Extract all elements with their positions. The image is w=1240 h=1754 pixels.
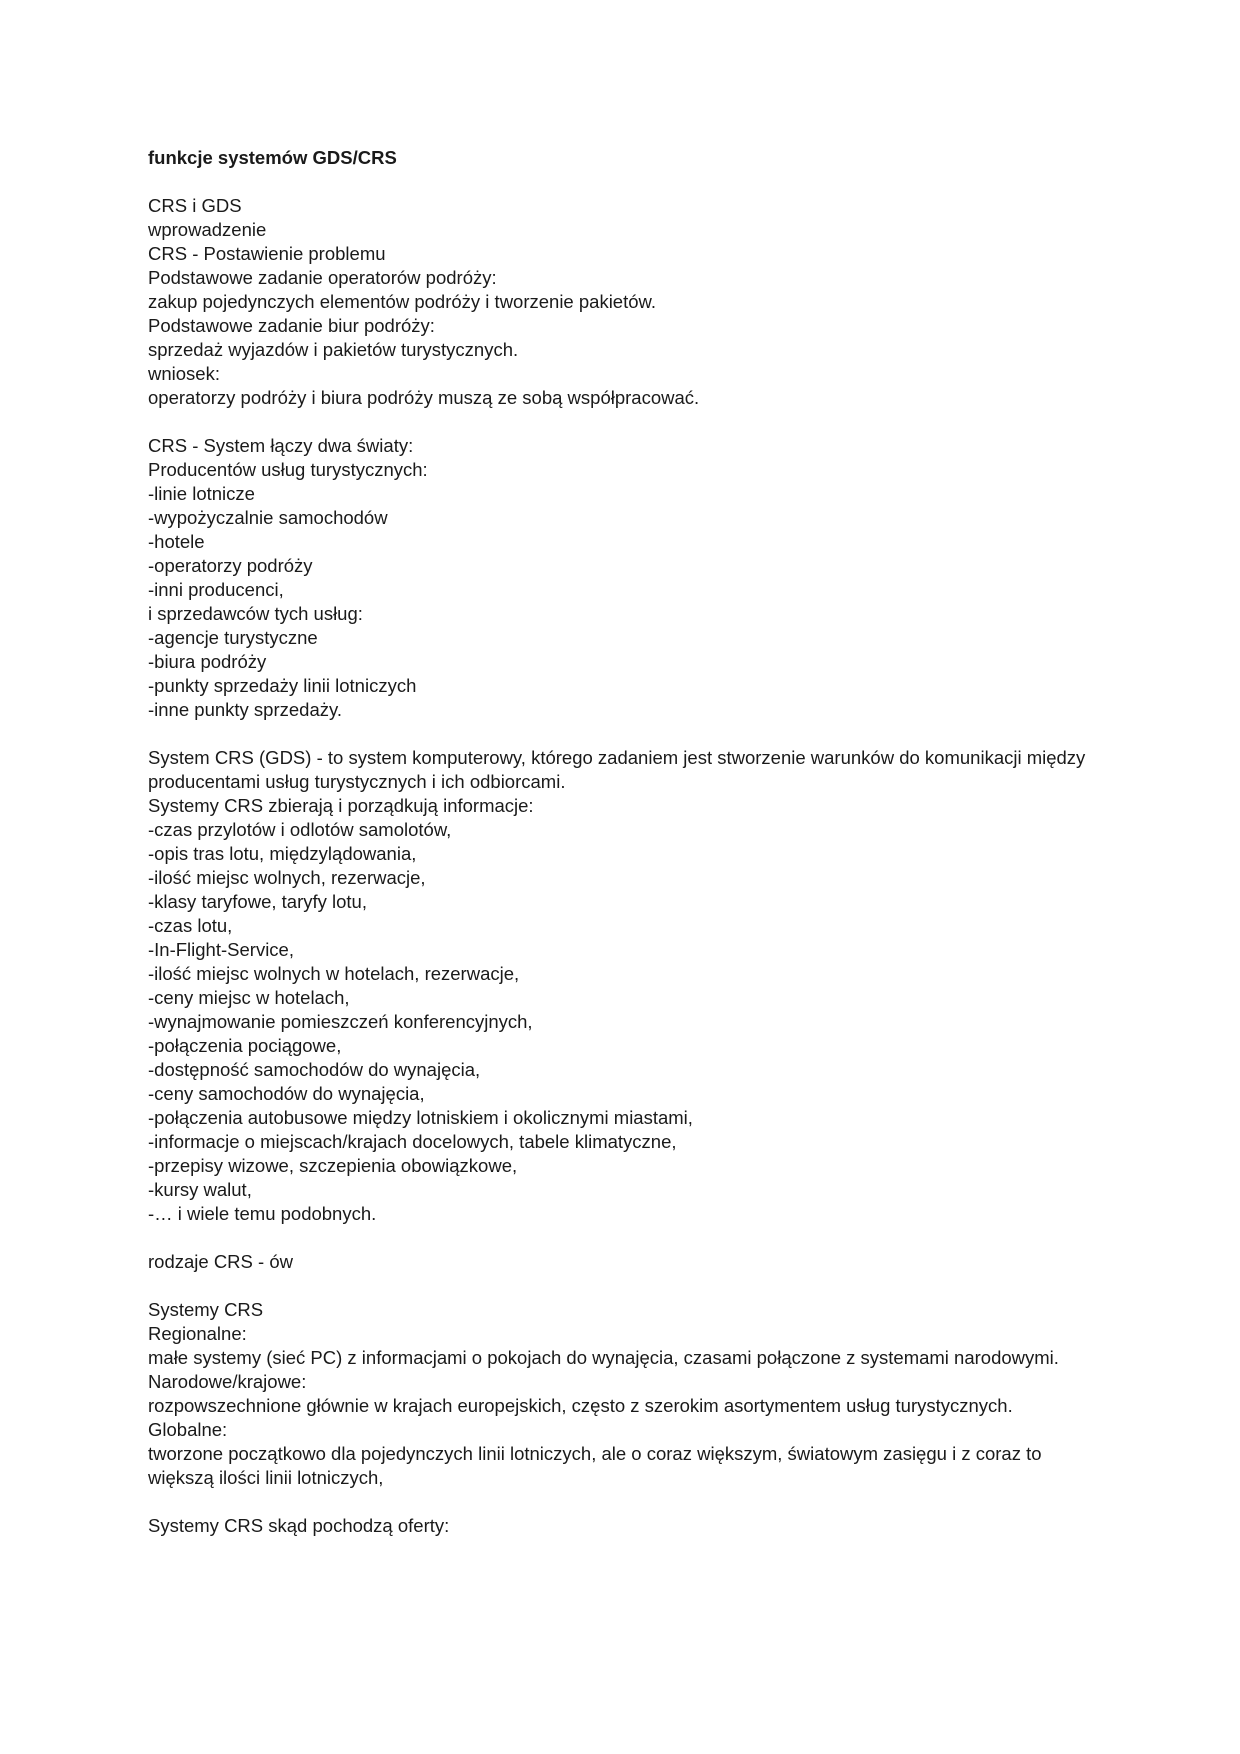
text-line: -czas przylotów i odlotów samolotów, [148, 819, 452, 840]
text-line: i sprzedawców tych usług: [148, 603, 363, 624]
text-line: -wypożyczalnie samochodów [148, 507, 388, 528]
text-line: -wynajmowanie pomieszczeń konferencyjnych, [148, 1011, 533, 1032]
text-line: -czas lotu, [148, 915, 233, 936]
text-line: Systemy CRS skąd pochodzą oferty: [148, 1515, 450, 1536]
text-line: Podstawowe zadanie operatorów podróży: [148, 267, 497, 288]
text-line: -inne punkty sprzedaży. [148, 699, 343, 720]
text-line: małe systemy (sieć PC) z informacjami o pokojach do wynajęcia, czasami połączone z systemami narodowymi. [148, 1347, 1059, 1368]
text-line: -dostępność samochodów do wynajęcia, [148, 1059, 481, 1080]
text-section [148, 1514, 1088, 1538]
text-line: -połączenia autobusowe między lotniskiem i okolicznymi miastami, [148, 1107, 693, 1128]
text-line: -In-Flight-Service, [148, 939, 294, 960]
paragraph-gap [148, 722, 1088, 746]
text-line: -ceny miejsc w hotelach, [148, 987, 350, 1008]
text-line: Globalne: [148, 1419, 228, 1440]
text-line: -ilość miejsc wolnych, rezerwacje, [148, 867, 426, 888]
document-title: funkcje systemów GDS/CRS [148, 147, 397, 168]
text-line: -ilość miejsc wolnych w hotelach, rezerwacje, [148, 963, 520, 984]
text-line: -połączenia pociągowe, [148, 1035, 342, 1056]
paragraph-gap [148, 1274, 1088, 1298]
text-line: sprzedaż wyjazdów i pakietów turystycznych. [148, 339, 519, 360]
text-section [148, 746, 1088, 1226]
text-line: Podstawowe zadanie biur podróży: [148, 315, 435, 336]
document-page [148, 146, 1088, 1538]
text-line: -przepisy wizowe, szczepienia obowiązkowe, [148, 1155, 518, 1176]
text-section [148, 194, 1088, 410]
text-line: -opis tras lotu, międzylądowania, [148, 843, 417, 864]
text-section [148, 1250, 1088, 1274]
text-line: -operatorzy podróży [148, 555, 313, 576]
text-line: CRS i GDS [148, 195, 242, 216]
text-line: wniosek: [148, 363, 220, 384]
text-line: -inni producenci, [148, 579, 284, 600]
text-section [148, 434, 1088, 722]
text-line: tworzone początkowo dla pojedynczych linii lotniczych, ale o coraz większym, światowym zasięgu i z coraz to większą ilości linii lotniczych, [148, 1443, 1042, 1488]
text-line: wprowadzenie [148, 219, 267, 240]
text-line: CRS - System łączy dwa światy: [148, 435, 414, 456]
text-line: -informacje o miejscach/krajach docelowych, tabele klimatyczne, [148, 1131, 677, 1152]
text-line: rozpowszechnione głównie w krajach europejskich, często z szerokim asortymentem usług turystycznych. [148, 1395, 1013, 1416]
text-line: Narodowe/krajowe: [148, 1371, 307, 1392]
text-line: -… i wiele temu podobnych. [148, 1203, 377, 1224]
text-line: -klasy taryfowe, taryfy lotu, [148, 891, 367, 912]
text-line: Systemy CRS [148, 1299, 264, 1320]
text-line: -ceny samochodów do wynajęcia, [148, 1083, 425, 1104]
text-line: Regionalne: [148, 1323, 247, 1344]
paragraph-gap [148, 1226, 1088, 1250]
text-line: rodzaje CRS - ów [148, 1251, 293, 1272]
text-line: Systemy CRS zbierają i porządkują informacje: [148, 795, 534, 816]
text-line: -agencje turystyczne [148, 627, 318, 648]
paragraph-gap [148, 1490, 1088, 1514]
text-line: -punkty sprzedaży linii lotniczych [148, 675, 417, 696]
text-line: -biura podróży [148, 651, 267, 672]
text-line: -linie lotnicze [148, 483, 255, 504]
text-line: operatorzy podróży i biura podróży muszą ze sobą współpracować. [148, 387, 700, 408]
document-body [148, 194, 1088, 1538]
paragraph-gap [148, 410, 1088, 434]
text-line: zakup pojedynczych elementów podróży i tworzenie pakietów. [148, 291, 657, 312]
text-line: -kursy walut, [148, 1179, 252, 1200]
text-line: Producentów usług turystycznych: [148, 459, 428, 480]
text-section [148, 1298, 1088, 1490]
text-line: -hotele [148, 531, 205, 552]
text-line: System CRS (GDS) - to system komputerowy, którego zadaniem jest stworzenie warunków do komunikacji między producentami usług turystycznych i ich odbiorcami. [148, 747, 1086, 792]
text-line: CRS - Postawienie problemu [148, 243, 386, 264]
